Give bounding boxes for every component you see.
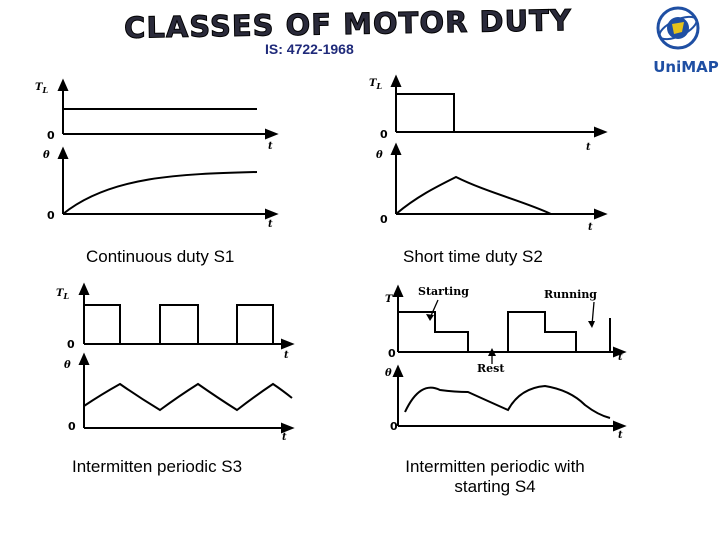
s1-zero-torque: 0 [47,129,55,142]
caption-s2: Short time duty S2 [403,247,543,266]
s4-starting-annotation: Starting [418,285,469,298]
s4-torque-label: T [385,294,393,305]
caption-s4-line2: starting S4 [454,477,536,496]
s1-theta-label: θ [43,150,50,161]
plot-s1-continuous [30,76,290,236]
s3-zero-torque: 0 [67,338,75,351]
s3-t-label-top: t [284,350,289,361]
s1-t-label-top: t [268,141,273,152]
s3-torque-label: $T_L$ [56,288,70,301]
s2-zero-theta: 0 [380,213,388,226]
s4-rest-annotation: Rest [477,362,505,375]
s2-zero-torque: 0 [380,128,388,141]
s2-theta-label: θ [376,150,383,161]
s4-zero-torque: 0 [388,347,396,360]
standard-reference: IS: 4722-1968 [265,41,354,57]
caption-s3: Intermitten periodic S3 [72,457,243,476]
s3-theta-label: θ [64,360,71,371]
s4-theta-label: θ [385,368,392,379]
s2-t-label-top: t [586,142,591,153]
s4-zero-theta: 0 [390,420,398,433]
s1-torque-label: $T_L$ [35,82,49,95]
s1-t-label-bottom: t [268,219,273,230]
s4-t-label-bottom: t [618,430,623,440]
s4-t-label-top: t [618,352,623,363]
s4-running-annotation: Running [544,288,598,301]
unimap-logo [652,4,720,78]
s1-zero-theta: 0 [47,209,55,222]
page-title [108,2,588,46]
caption-s1: Continuous duty S1 [86,247,235,266]
s2-torque-label: $T_L$ [369,78,383,91]
plot-s4-intermittent-periodic-starting [380,280,640,440]
page-title-text: CLASSES OF MOTOR DUTY [123,3,573,45]
plot-s3-intermittent-periodic [50,280,310,445]
caption-s4 [380,457,610,497]
s3-t-label-bottom: t [282,432,287,443]
s3-zero-theta: 0 [68,420,76,433]
globe-icon [656,8,699,48]
logo-text: UniMAP [653,58,719,76]
caption-s4-line1: Intermitten periodic with [405,457,585,476]
plot-s2-short-time [366,72,616,237]
s2-t-label-bottom: t [588,222,593,233]
